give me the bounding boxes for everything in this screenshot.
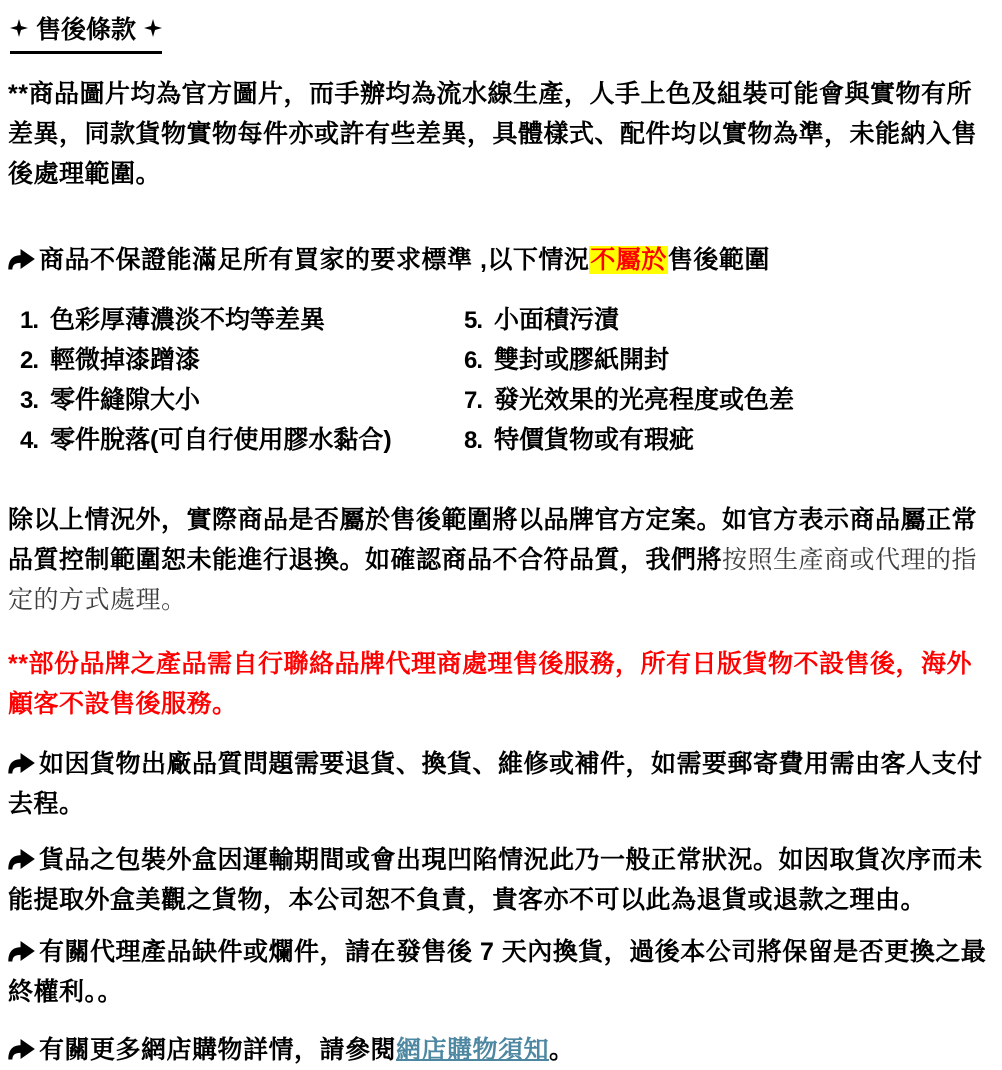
exclusion-list	[8, 300, 992, 460]
arrow-paragraph-text: 貨品之包裝外盒因運輸期間或會出現凹陷情況此乃一般正常狀況。如因取貨次序而未能提取外盒美觀之貨物，本公司恕不負責，貴客亦不可以此為退貨或退款之理由。	[8, 846, 983, 914]
four-point-star-icon	[10, 19, 28, 37]
notice-suffix: 售後範圍	[667, 246, 770, 274]
item-text: 特價貨物或有瑕疵	[494, 426, 695, 454]
four-point-star-icon	[144, 19, 162, 37]
exclusion-item-2	[8, 340, 460, 380]
exclusion-item-6	[460, 340, 992, 380]
exclusion-item-5	[460, 300, 992, 340]
item-text: 零件縫隙大小	[50, 386, 201, 414]
red-warning-paragraph	[8, 644, 992, 724]
after-sales-terms-document	[8, 10, 992, 1070]
footer-suffix: 。	[549, 1036, 575, 1064]
item-number: 6.	[464, 347, 483, 374]
exclusion-item-7	[460, 380, 992, 420]
footer-prefix: 有關更多網店購物詳情，請參閱	[39, 1036, 397, 1064]
item-number: 4.	[20, 427, 39, 454]
footer-line	[8, 1030, 992, 1070]
notice-line	[8, 240, 992, 280]
intro-paragraph	[8, 74, 992, 194]
arrow-paragraph-exchange-window	[8, 932, 992, 1012]
item-number: 7.	[464, 387, 483, 414]
arrow-paragraph-returns	[8, 744, 992, 824]
arrow-paragraph-text: 有關代理產品缺件或爛件，請在發售後 7 天內換貨，過後本公司將保留是否更換之最終權利。。	[8, 938, 987, 1006]
shopping-guide-link[interactable]: 網店購物須知	[396, 1036, 550, 1064]
exclusion-item-3	[8, 380, 460, 420]
item-text: 小面積污漬	[494, 306, 620, 334]
item-text: 雙封或膠紙開封	[494, 346, 670, 374]
item-text: 色彩厚薄濃淡不均等差異	[50, 306, 326, 334]
exclusion-item-1	[8, 300, 460, 340]
policy-regular-text: 按照生產商或代理的指定的方式處理。	[8, 546, 978, 614]
item-number: 3.	[20, 387, 39, 414]
item-text: 零件脫落(可自行使用膠水黏合)	[50, 426, 392, 454]
exclusion-item-4	[8, 420, 460, 460]
arrow-paragraph-text: 如因貨物出廠品質問題需要退貨、換貨、維修或補件，如需要郵寄費用需由客人支付去程。	[8, 750, 983, 818]
policy-bold-text: 除以上情況外，實際商品是否屬於售後範圍將以品牌官方定案。如官方表示商品屬正常品質控制範圍恕未能進行退換。如確認商品不合符品質，我們將	[8, 506, 978, 574]
curved-arrow-icon	[8, 1039, 35, 1060]
red-warning-text: **部份品牌之產品需自行聯絡品牌代理商處理售後服務，所有日版貨物不設售後，海外顧客不設售後服務。	[8, 650, 972, 718]
curved-arrow-icon	[8, 753, 35, 774]
item-text: 輕微掉漆蹭漆	[50, 346, 201, 374]
curved-arrow-icon	[8, 941, 35, 962]
item-number: 1.	[20, 307, 39, 334]
item-number: 2.	[20, 347, 39, 374]
page-title	[10, 10, 992, 54]
highlighted-not-covered: 不屬於	[590, 246, 667, 274]
page-title-text: 售後條款	[36, 16, 137, 44]
item-number: 8.	[464, 427, 483, 454]
curved-arrow-icon	[8, 249, 35, 270]
exclusion-item-8	[460, 420, 992, 460]
arrow-paragraph-packaging	[8, 840, 992, 920]
curved-arrow-icon	[8, 849, 35, 870]
item-text: 發光效果的光亮程度或色差	[494, 386, 795, 414]
policy-paragraph	[8, 500, 992, 620]
item-number: 5.	[464, 307, 483, 334]
notice-prefix: 商品不保證能滿足所有買家的要求標準 ,以下情況	[39, 246, 590, 274]
intro-text: **商品圖片均為官方圖片，而手辦均為流水線生產，人手上色及組裝可能會與實物有所差異，同款貨物實物每件亦或許有些差異，具體樣式、配件均以實物為準，未能納入售後處理範圍。	[8, 80, 978, 188]
